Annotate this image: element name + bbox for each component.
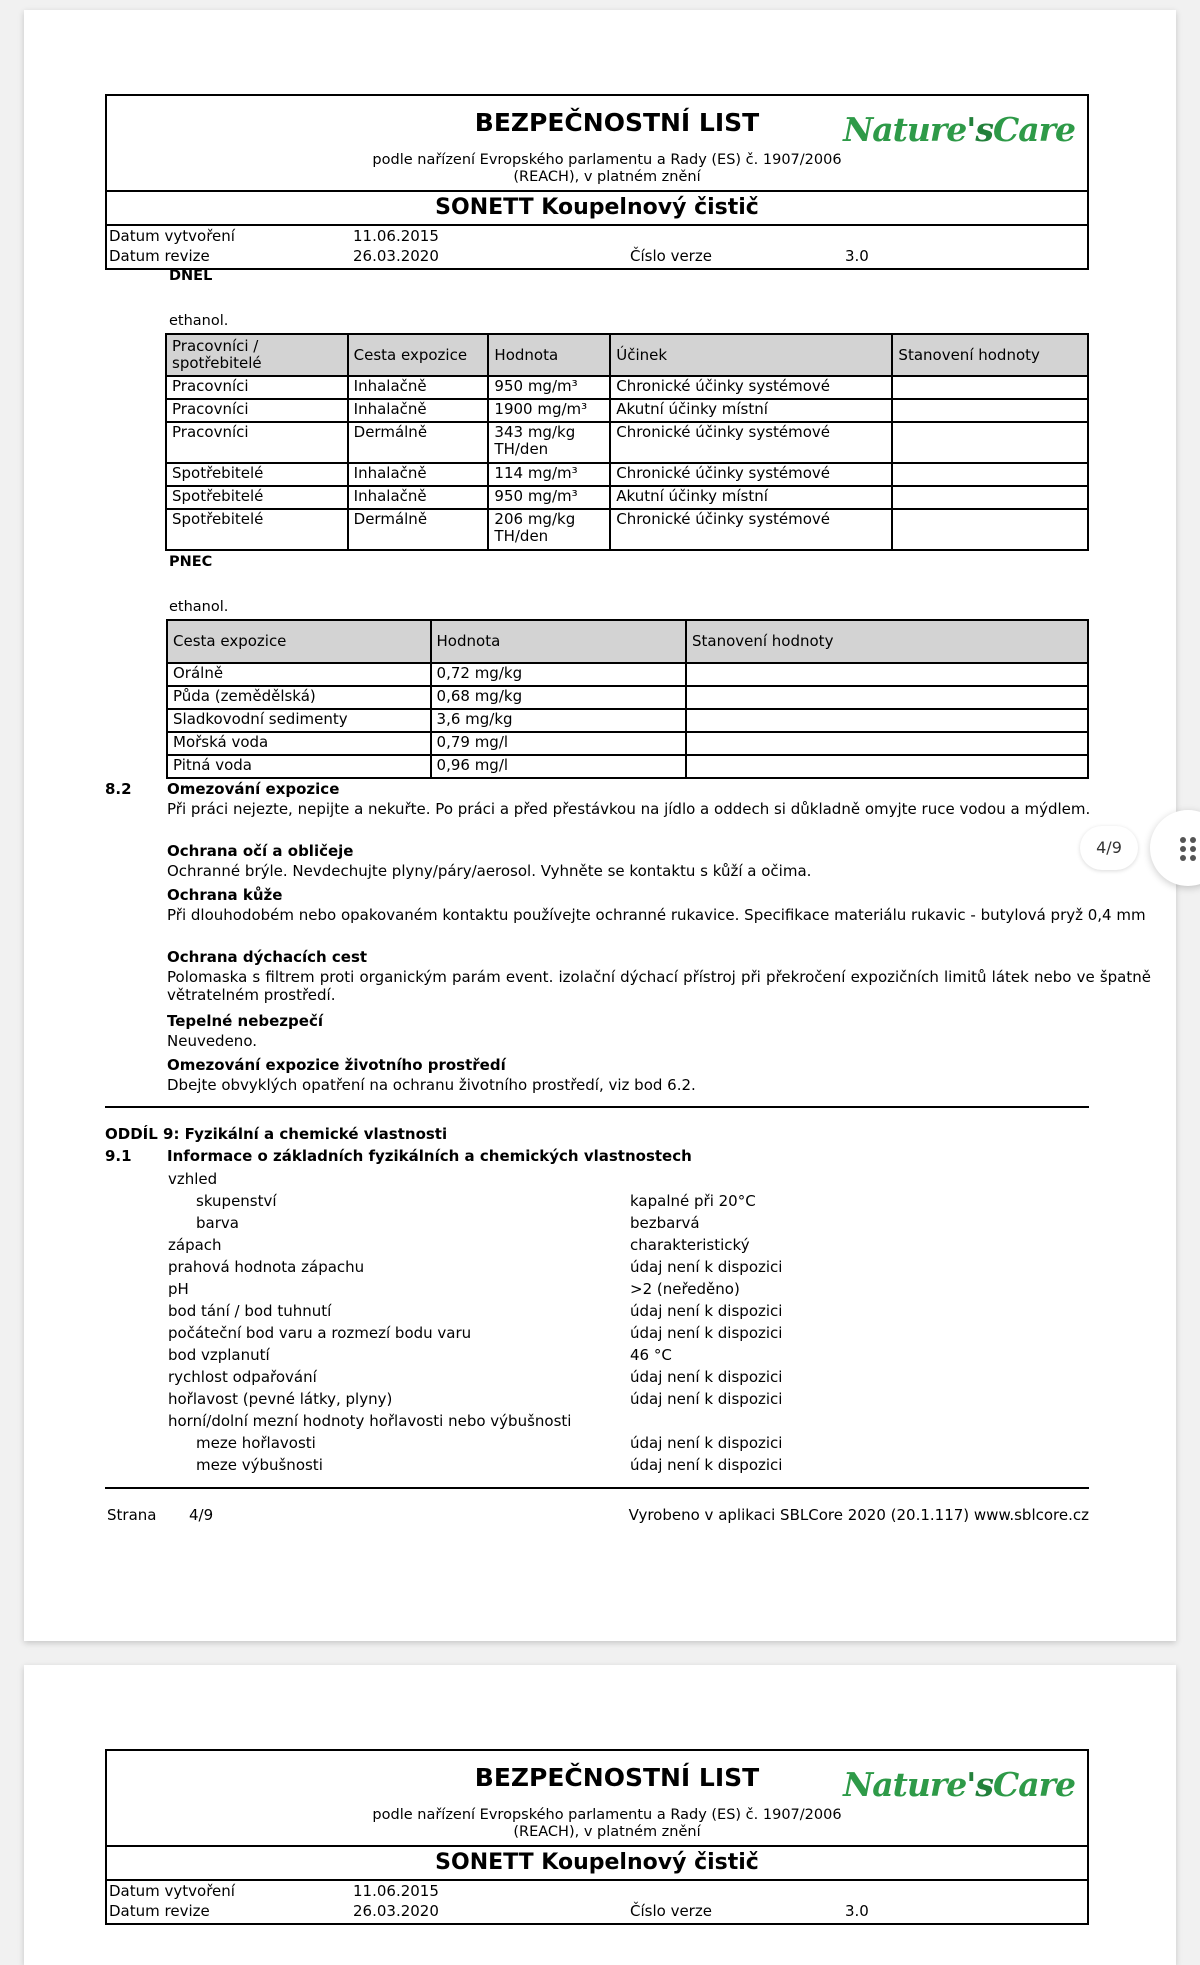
natures-care-logo: Nature'sCare (843, 1765, 1075, 1804)
version-value: 3.0 (845, 247, 869, 265)
table-row (167, 686, 1088, 709)
section-number: 8.2 (105, 780, 132, 798)
table-row (166, 463, 1088, 486)
thermal-hazard-title: Tepelné nebezpečí (167, 1012, 323, 1030)
producer-note: Vyrobeno v aplikaci SBLCore 2020 (20.1.117) www.sblcore.cz (628, 1506, 1089, 1524)
cell: 0,72 mg/kg (431, 663, 686, 686)
table-row (166, 486, 1088, 509)
eyes-protection-text: Ochranné brýle. Nevdechujte plyny/páry/aerosol. Vyhněte se kontaktu s kůží a očima. (167, 862, 812, 880)
cell: 343 mg/kg TH/den (488, 422, 610, 463)
pnec-substance: ethanol. (169, 599, 229, 615)
version-label: Číslo verze (630, 1902, 712, 1920)
property-row: bod tání / bod tuhnutí údaj není k dispozici (168, 1302, 783, 1320)
cell: Chronické účinky systémové (610, 463, 892, 486)
footer-divider (105, 1487, 1089, 1489)
property-row: meze hořlavosti údaj není k dispozici (196, 1434, 783, 1452)
dnel-heading: DNEL (169, 268, 213, 284)
cell: Akutní účinky místní (610, 486, 892, 509)
version-label: Číslo verze (630, 247, 712, 265)
table-row (167, 663, 1088, 686)
subtitle-line-1: podle nařízení Evropského parlamentu a Rady (ES) č. 1907/2006 (372, 1807, 842, 1823)
table-row (166, 399, 1088, 422)
document-meta (107, 226, 1087, 268)
property-row: rychlost odpařování údaj není k dispozici (168, 1368, 783, 1386)
cell: Orálně (167, 663, 431, 686)
cell (892, 399, 1088, 422)
cell: Akutní účinky místní (610, 399, 892, 422)
cell: Spotřebitelé (166, 509, 348, 550)
cell: Spotřebitelé (166, 486, 348, 509)
column-header: Stanovení hodnoty (892, 334, 1088, 376)
cell (892, 376, 1088, 399)
cell (892, 463, 1088, 486)
product-name: SONETT Koupelnový čistič (107, 192, 1087, 226)
revision-label: Datum revize (109, 247, 210, 265)
section-9-title: ODDÍL 9: Fyzikální a chemické vlastnosti (105, 1125, 448, 1143)
environment-exposure-text: Dbejte obvyklých opatření na ochranu životního prostředí, viz bod 6.2. (167, 1076, 696, 1094)
property-row: horní/dolní mezní hodnoty hořlavosti nebo výbušnosti (168, 1412, 572, 1430)
document-header (105, 1749, 1089, 1925)
document-page-4 (24, 10, 1176, 1641)
cell: Pracovníci (166, 376, 348, 399)
cell (686, 709, 1088, 732)
cell (892, 486, 1088, 509)
pnec-table (166, 619, 1089, 779)
cell (686, 755, 1088, 778)
cell: 0,79 mg/l (431, 732, 686, 755)
cell: Pracovníci (166, 399, 348, 422)
subtitle-line-1: podle nařízení Evropského parlamentu a Rady (ES) č. 1907/2006 (372, 152, 842, 168)
table-header-row (167, 620, 1088, 663)
created-label: Datum vytvoření (109, 227, 235, 245)
column-header: Pracovníci / spotřebitelé (166, 334, 348, 376)
column-header: Cesta expozice (348, 334, 489, 376)
document-title: BEZPEČNOSTNÍ LIST (474, 1763, 760, 1792)
table-row (166, 376, 1088, 399)
page-number: 4/9 (189, 1506, 214, 1524)
cell: Inhalačně (348, 486, 489, 509)
cell: 3,6 mg/kg (431, 709, 686, 732)
cell: Mořská voda (167, 732, 431, 755)
cell: 950 mg/m³ (488, 486, 610, 509)
column-header: Hodnota (488, 334, 610, 376)
subtitle-line-2: (REACH), v platném znění (513, 169, 701, 185)
cell: 1900 mg/m³ (488, 399, 610, 422)
created-value: 11.06.2015 (353, 1882, 439, 1900)
section-9 (105, 1125, 1115, 1165)
subsection-title: Informace o základních fyzikálních a chemických vlastnostech (167, 1147, 692, 1165)
property-row: barva bezbarvá (196, 1214, 700, 1232)
pnec-heading: PNEC (169, 554, 213, 570)
cell: 950 mg/m³ (488, 376, 610, 399)
cell (892, 509, 1088, 550)
document-subtitle (107, 1807, 1087, 1841)
cell: Dermálně (348, 422, 489, 463)
table-row (167, 755, 1088, 778)
cell: 114 mg/m³ (488, 463, 610, 486)
skin-protection-title: Ochrana kůže (167, 886, 283, 904)
cell: Chronické účinky systémové (610, 376, 892, 399)
document-page-5 (24, 1665, 1176, 1965)
property-row: zápach charakteristický (168, 1236, 750, 1254)
section-divider (105, 1106, 1089, 1108)
cell: Půda (zemědělská) (167, 686, 431, 709)
section-8-2 (105, 780, 1151, 1110)
document-header (105, 94, 1089, 270)
cell: Pitná voda (167, 755, 431, 778)
environment-exposure-title: Omezování expozice životního prostředí (167, 1056, 506, 1074)
page-indicator[interactable]: 4/9 (1080, 826, 1138, 870)
subsection-number: 9.1 (105, 1147, 132, 1165)
document-title: BEZPEČNOSTNÍ LIST (474, 108, 760, 137)
property-row: skupenství kapalné při 20°C (196, 1192, 756, 1210)
cell: Inhalačně (348, 399, 489, 422)
page-label: Strana (107, 1506, 157, 1524)
respiratory-protection-title: Ochrana dýchacích cest (167, 948, 368, 966)
document-subtitle (107, 152, 1087, 186)
column-header: Cesta expozice (167, 620, 431, 663)
column-header: Stanovení hodnoty (686, 620, 1088, 663)
skin-protection-text: Při dlouhodobém nebo opakovaném kontaktu používejte ochranné rukavice. Specifikace materiálu rukavic - butylová pryž 0,4 mm (167, 906, 1146, 924)
dnel-table (165, 333, 1089, 551)
grid-dots-icon (1180, 837, 1196, 861)
table-row (166, 422, 1088, 463)
property-row: bod vzplanutí 46 °C (168, 1346, 672, 1364)
created-value: 11.06.2015 (353, 227, 439, 245)
cell (892, 422, 1088, 463)
properties-list (168, 1170, 868, 1490)
cell: 0,96 mg/l (431, 755, 686, 778)
cell: Inhalačně (348, 463, 489, 486)
eyes-protection-title: Ochrana očí a obličeje (167, 842, 354, 860)
thermal-hazard-text: Neuvedeno. (167, 1032, 257, 1050)
revision-value: 26.03.2020 (353, 247, 439, 265)
version-value: 3.0 (845, 1902, 869, 1920)
dnel-substance: ethanol. (169, 313, 229, 329)
respiratory-protection-text: Polomaska s filtrem proti organickým parám event. izolační dýchací přístroj při překročení expozičních limitů látek nebo ve špatně větratelném prostředí. (167, 968, 1151, 1004)
property-row: prahová hodnota zápachu údaj není k dispozici (168, 1258, 783, 1276)
cell (686, 686, 1088, 709)
cell: Chronické účinky systémové (610, 422, 892, 463)
property-row: počáteční bod varu a rozmezí bodu varu údaj není k dispozici (168, 1324, 783, 1342)
product-name: SONETT Koupelnový čistič (107, 1847, 1087, 1881)
revision-value: 26.03.2020 (353, 1902, 439, 1920)
table-header-row (166, 334, 1088, 376)
cell: Chronické účinky systémové (610, 509, 892, 550)
column-header: Účinek (610, 334, 892, 376)
cell (686, 663, 1088, 686)
section-intro: Při práci nejezte, nepijte a nekuřte. Po práci a před přestávkou na jídlo a oddech si důkladně omyjte ruce vodou a mýdlem. (167, 800, 1091, 818)
property-row: meze výbušnosti údaj není k dispozici (196, 1456, 783, 1474)
property-row: hořlavost (pevné látky, plyny) údaj není k dispozici (168, 1390, 783, 1408)
cell: 0,68 mg/kg (431, 686, 686, 709)
column-header: Hodnota (431, 620, 686, 663)
cell: Inhalačně (348, 376, 489, 399)
table-row (167, 709, 1088, 732)
created-label: Datum vytvoření (109, 1882, 235, 1900)
cell (686, 732, 1088, 755)
subtitle-line-2: (REACH), v platném znění (513, 1824, 701, 1840)
section-title: Omezování expozice (167, 780, 340, 798)
cell: Sladkovodní sedimenty (167, 709, 431, 732)
cell: Spotřebitelé (166, 463, 348, 486)
natures-care-logo: Nature'sCare (843, 110, 1075, 149)
document-meta (107, 1881, 1087, 1923)
property-row: vzhled (168, 1170, 218, 1188)
table-row (166, 509, 1088, 550)
cell: Pracovníci (166, 422, 348, 463)
cell: Dermálně (348, 509, 489, 550)
table-row (167, 732, 1088, 755)
cell: 206 mg/kg TH/den (488, 509, 610, 550)
revision-label: Datum revize (109, 1902, 210, 1920)
property-row: pH >2 (neředěno) (168, 1280, 740, 1298)
